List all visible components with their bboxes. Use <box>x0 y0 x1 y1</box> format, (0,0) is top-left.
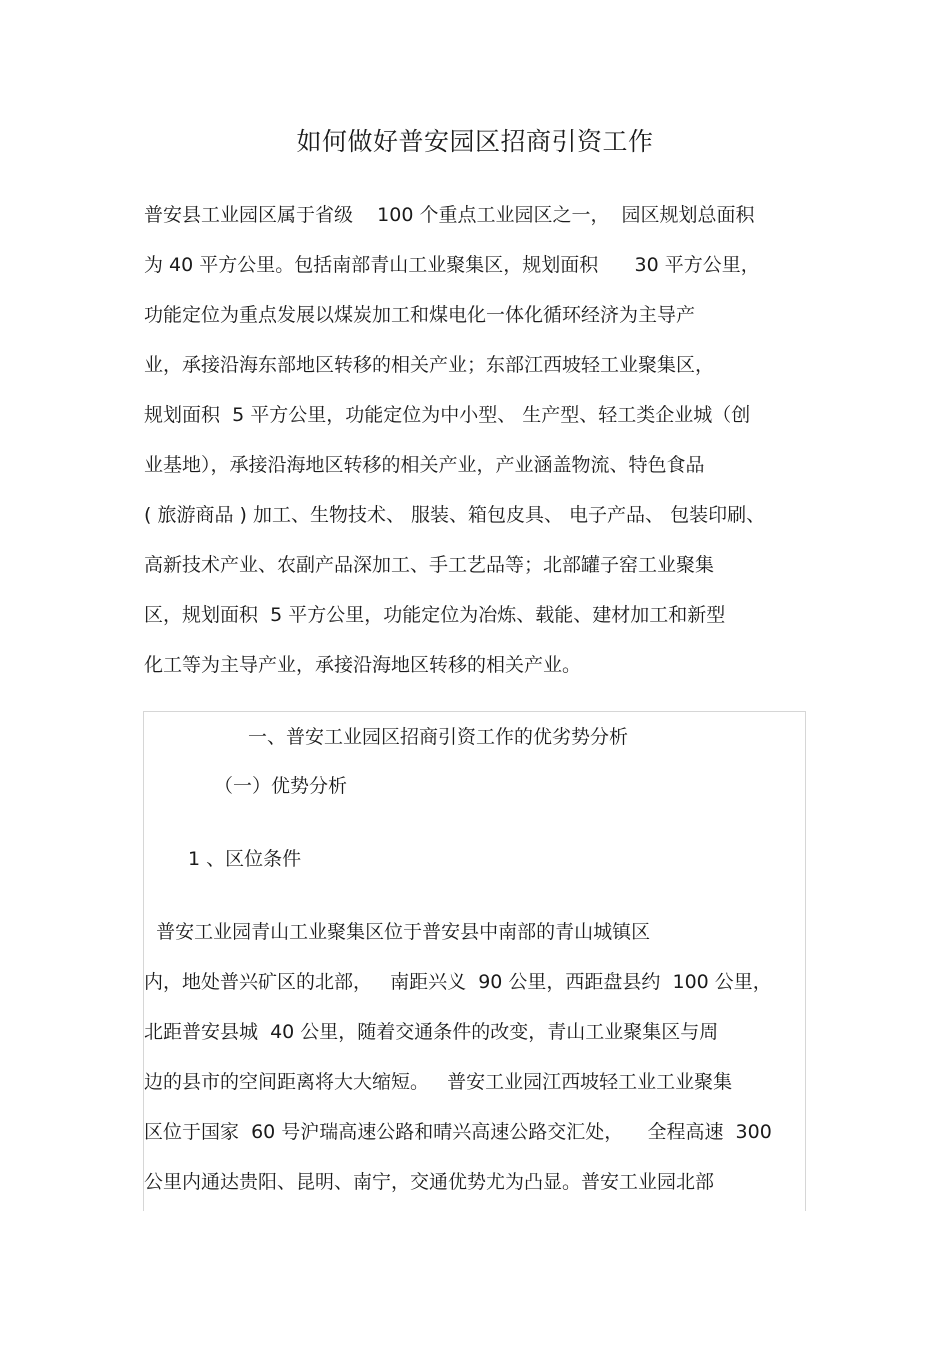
body-line: 内，地处普兴矿区的北部， 南距兴义 90 公里，西距盘县约 100 公里， <box>144 971 772 993</box>
intro-line: 业，承接沿海东部地区转移的相关产业；东部江西坡轻工业聚集区， <box>144 354 715 376</box>
intro-line: 化工等为主导产业，承接沿海地区转移的相关产业。 <box>144 654 582 676</box>
intro-line: 业基地），承接沿海地区转移的相关产业，产业涵盖物流、特色食品 <box>144 454 705 476</box>
section-heading: 一、普安工业园区招商引资工作的优劣势分析 <box>248 726 629 748</box>
body-line: 区位于国家 60 号沪瑞高速公路和晴兴高速公路交汇处， 全程高速 300 <box>144 1121 772 1143</box>
subsection-heading: （一）优势分析 <box>214 775 348 797</box>
intro-line: 高新技术产业、农副产品深加工、手工艺品等；北部罐子窑工业聚集 <box>144 554 715 576</box>
intro-line: ( 旅游商品 ) 加工、生物技术、 服装、箱包皮具、 电子产品、 包装印刷、 <box>144 504 766 526</box>
body-line: 普安工业园青山工业聚集区位于普安县中南部的青山城镇区 <box>144 921 651 943</box>
body-line: 公里内通达贵阳、昆明、南宁，交通优势尤为凸显。普安工业园北部 <box>144 1171 715 1193</box>
item-heading: 1 、区位条件 <box>188 848 302 870</box>
intro-line: 功能定位为重点发展以煤炭加工和煤电化一体化循环经济为主导产 <box>144 304 696 326</box>
body-line: 北距普安县城 40 公里，随着交通条件的改变，青山工业聚集区与周 <box>144 1021 719 1043</box>
intro-line: 普安县工业园区属于省级 100 个重点工业园区之一， 园区规划总面积 <box>144 204 755 226</box>
body-line: 边的县市的空间距离将大大缩短。 普安工业园江西坡轻工业工业聚集 <box>144 1071 733 1093</box>
intro-line: 区，规划面积 5 平方公里，功能定位为冶炼、载能、建材加工和新型 <box>144 604 726 626</box>
intro-line: 规划面积 5 平方公里，功能定位为中小型、 生产型、轻工类企业城（创 <box>144 404 751 426</box>
intro-line: 为 40 平方公里。包括南部青山工业聚集区，规划面积 30 平方公里， <box>144 254 760 276</box>
document-title: 如何做好普安园区招商引资工作 <box>296 127 654 156</box>
